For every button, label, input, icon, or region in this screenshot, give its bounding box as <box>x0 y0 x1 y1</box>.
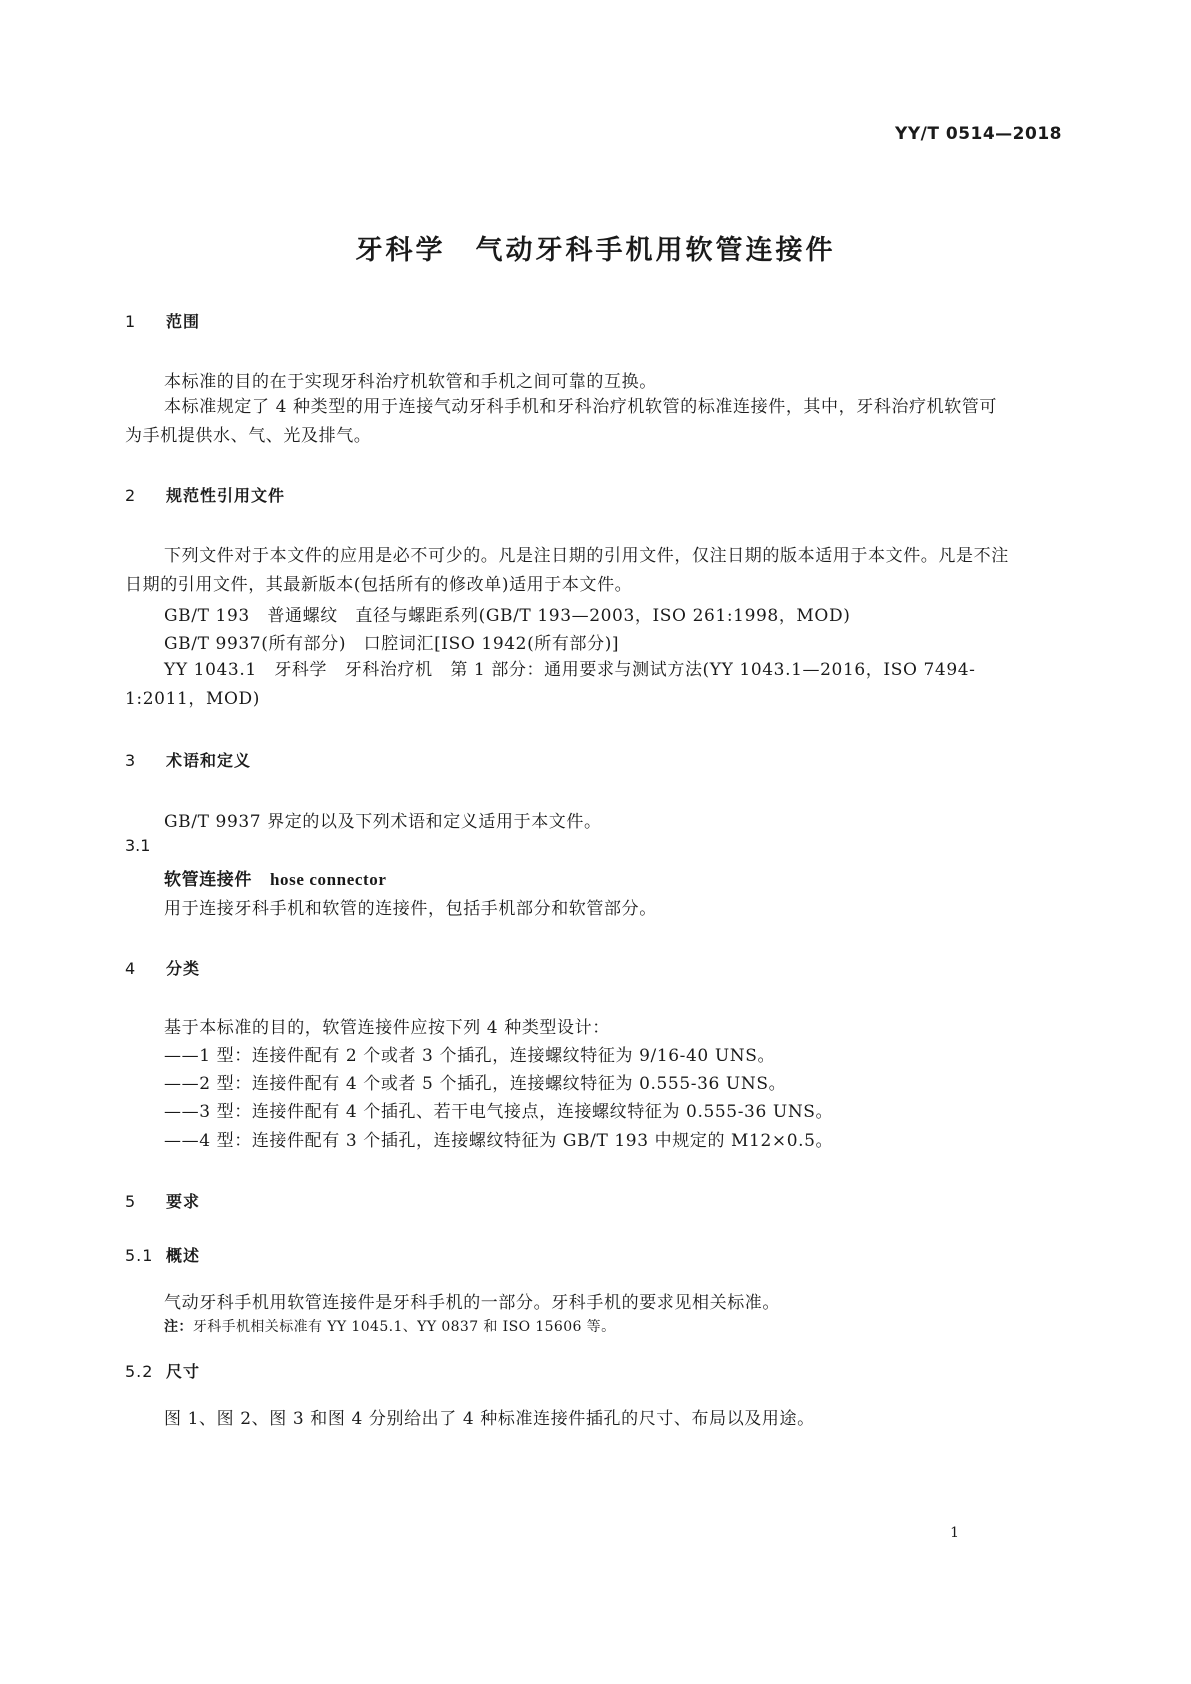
section-5-1-paragraph-1: 气动牙科手机用软管连接件是牙科手机的一部分。牙科手机的要求见相关标准。 <box>164 1293 780 1313</box>
reference-item: YY 1043.1 牙科学 牙科治疗机 第 1 部分：通用要求与测试方法(YY 1043.1—2016，ISO 7494-1:2011，MOD) <box>125 660 976 709</box>
section-title: 范围 <box>166 312 201 331</box>
term-chinese: 软管连接件 <box>164 870 252 890</box>
section-3-paragraph-1: GB/T 9937 界定的以及下列术语和定义适用于本文件。 <box>164 812 602 832</box>
page-number: 1 <box>950 1525 959 1541</box>
section-4-paragraph-1: 基于本标准的目的，软管连接件应按下列 4 种类型设计： <box>164 1018 610 1038</box>
term-definition: 用于连接牙科手机和软管的连接件，包括手机部分和软管部分。 <box>164 899 657 919</box>
list-item: ——2 型：连接件配有 4 个或者 5 个插孔，连接螺纹特征为 0.555-36 UNS。 <box>164 1074 787 1094</box>
note-label: 注： <box>164 1319 193 1335</box>
section-4-heading <box>125 956 200 979</box>
section-number: 3 <box>125 751 137 770</box>
section-5-heading <box>125 1189 200 1212</box>
reference-item: GB/T 193 普通螺纹 直径与螺距系列(GB/T 193—2003，ISO 261:1998，MOD) <box>164 606 851 626</box>
section-number: 5.1 <box>125 1246 154 1265</box>
section-3-heading <box>125 748 251 771</box>
section-title: 规范性引用文件 <box>166 486 286 505</box>
term-number: 3.1 <box>125 836 151 855</box>
section-number: 4 <box>125 959 137 978</box>
section-1-paragraph-1: 本标准的目的在于实现牙科治疗机软管和手机之间可靠的互换。 <box>164 372 657 392</box>
section-title: 术语和定义 <box>166 751 252 770</box>
standard-code: YY/T 0514—2018 <box>895 124 1062 144</box>
list-item: ——3 型：连接件配有 4 个插孔、若干电气接点，连接螺纹特征为 0.555-36 UNS。 <box>164 1102 834 1122</box>
section-2-paragraph-1: 下列文件对于本文件的应用是必不可少的。凡是注日期的引用文件，仅注日期的版本适用于本文件。凡是不注日期的引用文件，其最新版本(包括所有的修改单)适用于本文件。 <box>125 546 1009 595</box>
section-1-paragraph-2: 本标准规定了 4 种类型的用于连接气动牙科手机和牙科治疗机软管的标准连接件，其中，牙科治疗机软管可为手机提供水、气、光及排气。 <box>125 397 998 446</box>
section-1-heading <box>125 309 200 332</box>
section-title: 尺寸 <box>166 1362 201 1381</box>
section-number: 1 <box>125 312 137 331</box>
section-number: 5.2 <box>125 1362 154 1381</box>
section-5-2-paragraph-1: 图 1、图 2、图 3 和图 4 分别给出了 4 种标准连接件插孔的尺寸、布局以及用途。 <box>164 1409 815 1429</box>
list-item: ——1 型：连接件配有 2 个或者 3 个插孔，连接螺纹特征为 9/16-40 UNS。 <box>164 1046 776 1066</box>
section-5-2-heading <box>125 1359 200 1382</box>
section-number: 2 <box>125 486 137 505</box>
section-number: 5 <box>125 1192 137 1211</box>
term-english: hose connector <box>270 870 387 889</box>
section-title: 要求 <box>166 1192 201 1211</box>
section-5-1-heading <box>125 1243 200 1266</box>
reference-item: GB/T 9937(所有部分) 口腔词汇[ISO 1942(所有部分)] <box>164 634 620 654</box>
document-title: 牙科学 气动牙科手机用软管连接件 <box>355 235 836 266</box>
section-title: 分类 <box>166 959 201 978</box>
section-2-heading <box>125 483 285 506</box>
section-title: 概述 <box>166 1246 201 1265</box>
note <box>164 1316 615 1336</box>
note-text: 牙科手机相关标准有 YY 1045.1、YY 0837 和 ISO 15606 等。 <box>192 1319 616 1335</box>
list-item: ——4 型：连接件配有 3 个插孔，连接螺纹特征为 GB/T 193 中规定的 M12×0.5。 <box>164 1131 834 1151</box>
term-entry <box>164 865 387 890</box>
